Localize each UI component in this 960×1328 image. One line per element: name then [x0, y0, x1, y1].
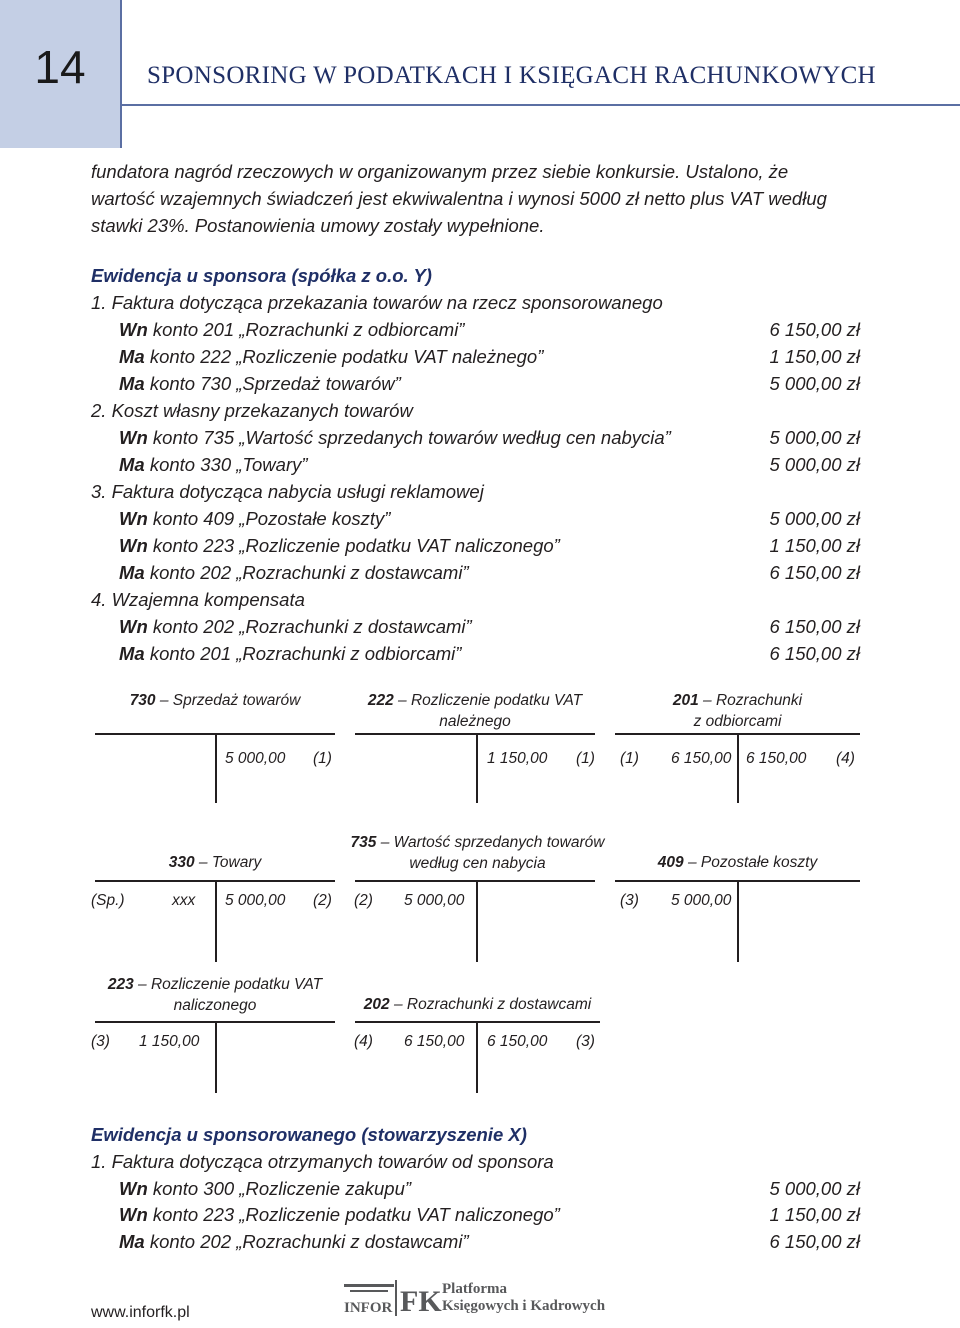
posting-account: konto 300 „Rozliczenie zakupu” [152, 1178, 412, 1199]
posting-account: konto 730 „Sprzedaż towarów” [149, 373, 401, 394]
t-account-value: 6 150,00 [671, 750, 732, 767]
posting-account: konto 735 „Wartość sprzedanych towarów według cen nabycia” [152, 427, 671, 448]
t-account-line [355, 880, 595, 882]
posting-account: konto 202 „Rozrachunki z dostawcami” [149, 562, 469, 583]
posting-account: konto 330 „Towary” [149, 454, 308, 475]
t-account-ref: (Sp.) [91, 892, 125, 909]
t-account-line [476, 880, 478, 962]
t-account-line [737, 733, 739, 803]
posting-amount: 6 150,00 zł [769, 562, 860, 583]
t-account-value: 6 150,00 [404, 1033, 465, 1050]
t-account-line [215, 1021, 217, 1093]
posting-amount: 1 150,00 zł [769, 535, 860, 556]
posting-side: Wn [119, 1178, 148, 1199]
t-account-ref: (2) [354, 892, 373, 909]
t-account-line [215, 733, 217, 803]
t-account-line [355, 733, 595, 735]
t-account-ref: (3) [620, 892, 639, 909]
section-title-sponsor: Ewidencja u sponsora (spółka z o.o. Y) [91, 265, 432, 286]
logo-fk-text: FK [400, 1285, 442, 1318]
posting-account: konto 223 „Rozliczenie podatku VAT naliczonego” [152, 535, 560, 556]
t-account-title-730: 730 – Sprzedaż towarów [129, 692, 301, 709]
posting-side: Wn [119, 616, 148, 637]
posting-side: Ma [119, 346, 145, 367]
logo-line1: Platforma [442, 1281, 507, 1297]
posting-side: Ma [119, 1231, 145, 1252]
posting-line [119, 454, 308, 476]
t-account-ref: (4) [354, 1033, 373, 1050]
posting-amount: 6 150,00 zł [769, 1231, 860, 1252]
section-title-sponsored: Ewidencja u sponsorowanego (stowarzyszenie X) [91, 1124, 527, 1145]
t-account-ref: (3) [576, 1033, 595, 1050]
t-account-ref: (2) [313, 892, 332, 909]
page-number: 14 [34, 41, 86, 93]
posting-account: konto 202 „Rozrachunki z dostawcami” [152, 616, 472, 637]
t-account-value: 6 150,00 [746, 750, 807, 767]
t-account-ref: (1) [620, 750, 639, 767]
posting-side: Ma [119, 643, 145, 664]
posting-side: Ma [119, 373, 145, 394]
entry-item-label: 4. Wzajemna kompensata [91, 589, 305, 610]
posting-line [119, 508, 390, 530]
posting-account: konto 223 „Rozliczenie podatku VAT naliczonego” [152, 1204, 560, 1225]
posting-amount: 6 150,00 zł [769, 616, 860, 637]
entry-item-label: 1. Faktura dotycząca przekazania towarów na rzecz sponsorowanego [91, 292, 663, 313]
intro-paragraph [91, 158, 866, 239]
t-account-value: xxx [172, 892, 196, 909]
t-account-line [476, 733, 478, 803]
posting-line [119, 616, 472, 638]
chapter-title: SPONSORING W PODATKACH I KSIĘGACH RACHUNKOWYCH [147, 62, 876, 89]
posting-line [119, 1231, 469, 1253]
t-account-value: 5 000,00 [671, 892, 732, 909]
posting-line [119, 643, 461, 665]
posting-line [119, 562, 469, 584]
t-account-title-330: 330 – Towary [168, 854, 262, 871]
t-account-title-202: 202 – Rozrachunki z dostawcami [363, 996, 592, 1013]
posting-amount: 5 000,00 zł [769, 454, 860, 475]
t-account-line [215, 880, 217, 962]
logo-line2: Księgowych i Kadrowych [442, 1298, 606, 1314]
page-number-box [0, 0, 122, 148]
posting-side: Wn [119, 319, 148, 340]
posting-account: konto 201 „Rozrachunki z odbiorcami” [149, 643, 462, 664]
t-account-title-223: 223 – Rozliczenie podatku VAT naliczonego [107, 976, 323, 1014]
entry-item-label: 3. Faktura dotycząca nabycia usługi reklamowej [91, 481, 484, 502]
posting-account: konto 201 „Rozrachunki z odbiorcami” [152, 319, 465, 340]
t-account-line [476, 1021, 478, 1093]
entry-item-label: 2. Koszt własny przekazanych towarów [91, 400, 413, 421]
posting-amount: 5 000,00 zł [769, 427, 860, 448]
posting-line [119, 1178, 411, 1200]
t-account-title-201: 201 – Rozrachunki z odbiorcami [672, 692, 803, 730]
posting-line [119, 535, 560, 557]
posting-line [119, 427, 671, 449]
posting-account: konto 409 „Pozostałe koszty” [152, 508, 391, 529]
posting-line [119, 1204, 560, 1226]
t-account-title-409: 409 – Pozostałe koszty [657, 854, 818, 871]
posting-side: Ma [119, 454, 145, 475]
t-account-value: 5 000,00 [225, 892, 286, 909]
intro-line: fundatora nagród rzeczowych w organizowanym przez siebie konkursie. Ustalono, że [91, 161, 789, 182]
t-account-ref: (1) [576, 750, 595, 767]
t-account-value: 5 000,00 [225, 750, 286, 767]
intro-line: wartość wzajemnych świadczeń jest ekwiwalentna i wynosi 5000 zł netto plus VAT według [91, 188, 827, 209]
posting-side: Wn [119, 427, 148, 448]
t-account-value: 1 150,00 [139, 1033, 200, 1050]
posting-account: konto 222 „Rozliczenie podatku VAT należnego” [149, 346, 544, 367]
posting-side: Wn [119, 1204, 148, 1225]
t-account-title-735: 735 – Wartość sprzedanych towarów według cen nabycia [350, 834, 605, 872]
entry-item-label: 1. Faktura dotycząca otrzymanych towarów od sponsora [91, 1151, 554, 1172]
t-account-value: 5 000,00 [404, 892, 465, 909]
posting-amount: 5 000,00 zł [769, 1178, 860, 1199]
logo-infor-text: INFOR [344, 1300, 393, 1316]
posting-line [119, 319, 464, 341]
posting-amount: 5 000,00 zł [769, 373, 860, 394]
t-account-value: 1 150,00 [487, 750, 548, 767]
posting-side: Wn [119, 508, 148, 529]
posting-line [119, 373, 401, 395]
header-divider [120, 104, 960, 106]
t-account-ref: (4) [836, 750, 855, 767]
posting-side: Wn [119, 535, 148, 556]
t-account-line [355, 1021, 600, 1023]
t-account-value: 6 150,00 [487, 1033, 548, 1050]
posting-amount: 1 150,00 zł [769, 1204, 860, 1225]
t-account-line [737, 880, 739, 962]
posting-line [119, 346, 543, 368]
posting-amount: 6 150,00 zł [769, 319, 860, 340]
posting-amount: 1 150,00 zł [769, 346, 860, 367]
t-account-title-222: 222 – Rozliczenie podatku VAT należnego [367, 692, 583, 730]
intro-line: stawki 23%. Postanowienia umowy zostały wypełnione. [91, 215, 545, 236]
posting-amount: 5 000,00 zł [769, 508, 860, 529]
t-account-ref: (3) [91, 1033, 110, 1050]
t-account-ref: (1) [313, 750, 332, 767]
infor-fk-logo [342, 1278, 612, 1318]
posting-amount: 6 150,00 zł [769, 643, 860, 664]
posting-account: konto 202 „Rozrachunki z dostawcami” [149, 1231, 469, 1252]
footer-url-link[interactable]: www.inforfk.pl [91, 1304, 190, 1321]
posting-side: Ma [119, 562, 145, 583]
